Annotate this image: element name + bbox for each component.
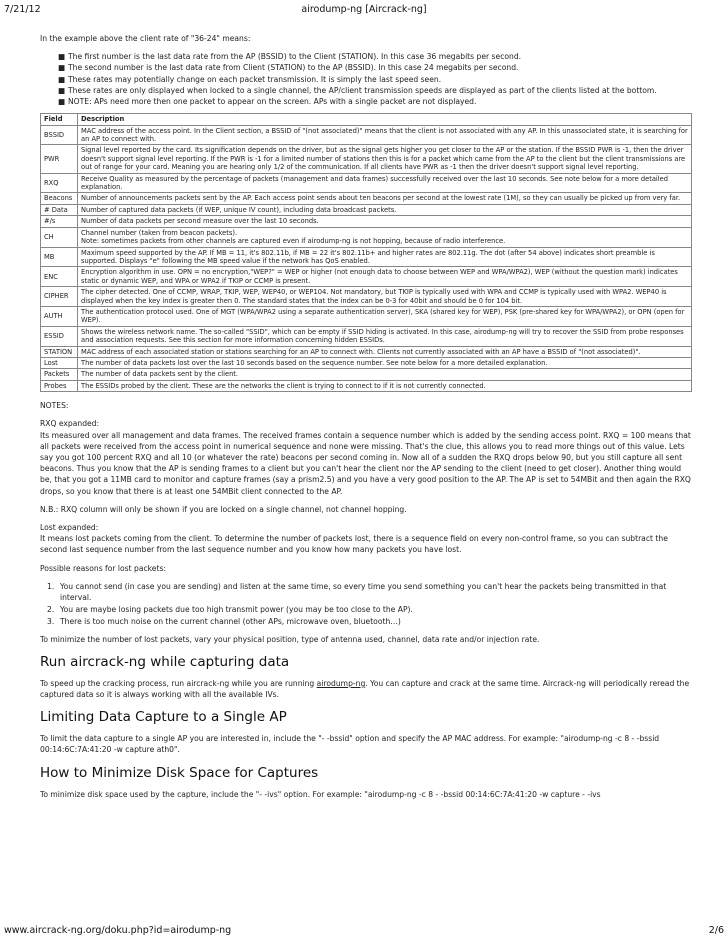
lost-title: Lost expanded: bbox=[40, 523, 99, 533]
field-cell: #/s bbox=[41, 216, 78, 227]
description-cell: Receive Quality as measured by the percentage of packets (management and data frames) successfully received over the last 10 seconds. See note below for a more detailed explanation. bbox=[78, 173, 692, 193]
table-row bbox=[41, 216, 692, 227]
field-cell: STATION bbox=[41, 346, 78, 357]
bullet-icon: ■ bbox=[58, 85, 66, 95]
field-cell: Packets bbox=[41, 369, 78, 380]
field-cell: PWR bbox=[41, 145, 78, 173]
minimize-disk-text: To minimize disk space used by the capture, include the "- -ivs" option. For example: "airodump-ng -c 8 - -bssid 00:14:6C:7A:41:20 -w capture - -ivs bbox=[40, 789, 601, 799]
field-cell: RXQ bbox=[41, 173, 78, 193]
column-header-description: Description bbox=[78, 114, 692, 125]
table-row bbox=[41, 193, 692, 204]
description-cell: The number of data packets lost over the last 10 seconds based on the sequence number. See note below for a more detailed explanation. bbox=[78, 357, 692, 368]
list-item: 2. You are maybe losing packets due too high transmit power (you may be too close to the AP). bbox=[47, 605, 413, 615]
description-cell: Shows the wireless network name. The so-called "SSID", which can be empty if SSID hiding is activated. In this case, airodump-ng will try to recover the SSID from probe responses and association requests. See this section for more information concerning hidden ESSIDs. bbox=[78, 326, 692, 346]
list-item: 3. There is too much noise on the current channel (other APs, microwave oven, bluetooth…) bbox=[47, 617, 401, 627]
field-cell: CIPHER bbox=[41, 287, 78, 307]
rxq-title: RXQ expanded: bbox=[40, 419, 100, 429]
print-title: airodump-ng [Aircrack-ng] bbox=[301, 4, 427, 15]
notes-heading: NOTES: bbox=[40, 401, 69, 411]
field-cell: Probes bbox=[41, 380, 78, 391]
lost-expanded-block bbox=[40, 522, 692, 556]
table-row bbox=[41, 227, 692, 247]
bullet-icon: ■ bbox=[58, 74, 66, 84]
table-row bbox=[41, 380, 692, 391]
description-cell: Encryption algorithm in use. OPN = no encryption,"WEP?" = WEP or higher (not enough data to choose between WEP and WPA/WPA2), WEP (without the question mark) indicates static or dynamic WEP, and WPA or WPA2 if TKIP or CCMP is present. bbox=[78, 267, 692, 287]
print-page-number: 2/6 bbox=[708, 925, 724, 936]
field-cell: MB bbox=[41, 247, 78, 267]
description-cell: Number of captured data packets (if WEP, unique IV count), including data broadcast packets. bbox=[78, 204, 692, 215]
description-cell: Signal level reported by the card. Its signification depends on the driver, but as the signal gets higher you get closer to the AP or the station. If the BSSID PWR is -1, then the driver doesn't support signal level reporting. If the PWR is -1 for a limited number of stations then this is for a packet which came from the AP to the client but the client transmissions are out of range for your card. Meaning you are hearing only 1/2 of the communication. If all clients have PWR as -1 then the driver doesn't support signal level reporting. bbox=[78, 145, 692, 173]
lost-text: It means lost packets coming from the client. To determine the number of packets lost, there is a sequence field on every non-control frame, so you can subtract the second last sequence number from the last sequence number and you know how many packets you have lost. bbox=[40, 534, 668, 555]
section-heading-run-aircrack: Run aircrack-ng while capturing data bbox=[40, 653, 290, 670]
rxq-nb-note: N.B.: RXQ column will only be shown if you are locked on a single channel, not channel hopping. bbox=[40, 504, 407, 514]
table-row bbox=[41, 326, 692, 346]
field-cell: Beacons bbox=[41, 193, 78, 204]
bullet-icon: ■ bbox=[58, 97, 66, 107]
description-cell: Number of announcements packets sent by the AP. Each access point sends about ten beacons per second at the lowest rate (1M), so they can usually be picked up from very far. bbox=[78, 193, 692, 204]
field-cell: Lost bbox=[41, 357, 78, 368]
print-footer-url: www.aircrack-ng.org/doku.php?id=airodump-ng bbox=[4, 925, 232, 936]
minimize-lost-text: To minimize the number of lost packets, vary your physical position, type of antenna used, channel, data rate and/or injection rate. bbox=[40, 634, 540, 644]
description-cell: MAC address of each associated station or stations searching for an AP to connect with. Clients not currently associated with an AP have a BSSID of "(not associated)". bbox=[78, 346, 692, 357]
page-content bbox=[40, 33, 692, 807]
intro-text: In the example above the client rate of "36-24" means: bbox=[40, 34, 251, 43]
field-cell: # Data bbox=[41, 204, 78, 215]
table-row bbox=[41, 369, 692, 380]
column-header-field: Field bbox=[41, 114, 78, 125]
fields-table bbox=[40, 113, 692, 392]
table-row bbox=[41, 204, 692, 215]
description-cell: Number of data packets per second measure over the last 10 seconds. bbox=[78, 216, 692, 227]
rxq-expanded-block bbox=[40, 418, 692, 496]
section-heading-limit-capture: Limiting Data Capture to a Single AP bbox=[40, 709, 287, 726]
limit-capture-text: To limit the data capture to a single AP you are interested in, include the "- -bssid" option and specify the AP MAC address. For example: "airodump-ng -c 8 - -bssid 00:14:6C:7A:41:20 -w capture ath0". bbox=[40, 734, 660, 755]
list-item: ■ The first number is the last data rate from the AP (BSSID) to the Client (STATION). In this case 36 megabits per second. bbox=[58, 52, 522, 62]
field-cell: ESSID bbox=[41, 326, 78, 346]
field-cell: BSSID bbox=[41, 125, 78, 145]
table-row bbox=[41, 173, 692, 193]
list-item: ■ The second number is the last data rate from Client (STATION) to the AP (BSSID). In this case 24 megabits per second. bbox=[58, 63, 519, 73]
lost-reasons-intro: Possible reasons for lost packets: bbox=[40, 563, 166, 573]
list-item: ■ These rates are only displayed when locked to a single channel, the AP/client transmission speeds are displayed as part of the clients listed at the bottom. bbox=[58, 85, 657, 95]
field-cell: AUTH bbox=[41, 306, 78, 326]
airodump-ng-link[interactable]: airodump-ng bbox=[316, 678, 366, 688]
table-row bbox=[41, 346, 692, 357]
table-row bbox=[41, 125, 692, 145]
lost-reasons-list bbox=[40, 581, 692, 628]
description-cell: Channel number (taken from beacon packets). Note: sometimes packets from other channels are captured even if airodump-ng is not hopping, because of radio interference. bbox=[78, 227, 692, 247]
description-cell: MAC address of the access point. In the Client section, a BSSID of "(not associated)" means that the client is not associated with any AP. In this unassociated state, it is searching for an AP to connect with. bbox=[78, 125, 692, 145]
table-row bbox=[41, 357, 692, 368]
field-cell: ENC bbox=[41, 267, 78, 287]
list-item: 1. You cannot send (in case you are sending) and listen at the same time, so every time you send something you can't hear the packets being transmitted in that interval. bbox=[47, 581, 667, 603]
description-cell: The authentication protocol used. One of MGT (WPA/WPA2 using a separate authentication server), SKA (shared key for WEP), PSK (pre-shared key for WPA/WPA2), or OPN (open for WEP). bbox=[78, 306, 692, 326]
bullet-icon: ■ bbox=[58, 52, 66, 62]
description-cell: The cipher detected. One of CCMP, WRAP, TKIP, WEP, WEP40, or WEP104. Not mandatory, but TKIP is typically used with WPA and CCMP is typically used with WPA2. WEP40 is displayed when the key index is greater then 0. The standard states that the index can be 0-3 for 40bit and should be 0 for 104 bit. bbox=[78, 287, 692, 307]
list-item: ■ These rates may potentially change on each packet transmission. It is simply the last speed seen. bbox=[58, 74, 442, 84]
table-row bbox=[41, 267, 692, 287]
table-row bbox=[41, 287, 692, 307]
section-heading-minimize-disk: How to Minimize Disk Space for Captures bbox=[40, 764, 319, 781]
list-item: ■ NOTE: APs need more then one packet to appear on the screen. APs with a single packet are not displayed. bbox=[58, 97, 477, 107]
bullet-icon: ■ bbox=[58, 63, 66, 73]
description-cell: The number of data packets sent by the client. bbox=[78, 369, 692, 380]
table-row bbox=[41, 247, 692, 267]
field-cell: CH bbox=[41, 227, 78, 247]
table-row bbox=[41, 306, 692, 326]
table-row bbox=[41, 145, 692, 173]
description-cell: Maximum speed supported by the AP. If MB = 11, it's 802.11b, if MB = 22 it's 802.11b+ and higher rates are 802.11g. The dot (after 54 above) indicates short preamble is supported. Displays "e" following the MB speed value if the network has QoS enabled. bbox=[78, 247, 692, 267]
rxq-text: Its measured over all management and data frames. The received frames contain a sequence number which is added by the sending access point. RXQ = 100 means that all packets were received from the access point in numerical sequence and none were missing. That's the clue, this allows you to read more things out of this value. Lets say you got 100 percent RXQ and all 10 (or whatever the rate) beacons per second coming in. Now all of a sudden the RXQ drops below 90, but you still capture all sent beacons. Thus you know that the AP is sending frames to a client but you can't hear the client nor the AP sending to the client (need to get closer). Another thing would be, that you got a 11MB card to monitor and capture frames (say a prism2.5) and you have a very good position to the AP. The AP is set to 54MBit and then again the RXQ drops, so you know that there is at least one 54MBit client connected to the AP. bbox=[40, 430, 691, 496]
run-aircrack-text: To speed up the cracking process, run aircrack-ng while you are running airodump-ng. You can capture and crack at the same time. Aircrack-ng will periodically reread the captured data so it is always working with all the available IVs. bbox=[40, 678, 690, 700]
print-date: 7/21/12 bbox=[4, 4, 41, 15]
table-header-row bbox=[41, 114, 692, 125]
description-cell: The ESSIDs probed by the client. These are the networks the client is trying to connect to if it is not currently connected. bbox=[78, 380, 692, 391]
rate-bullet-list bbox=[40, 51, 692, 107]
